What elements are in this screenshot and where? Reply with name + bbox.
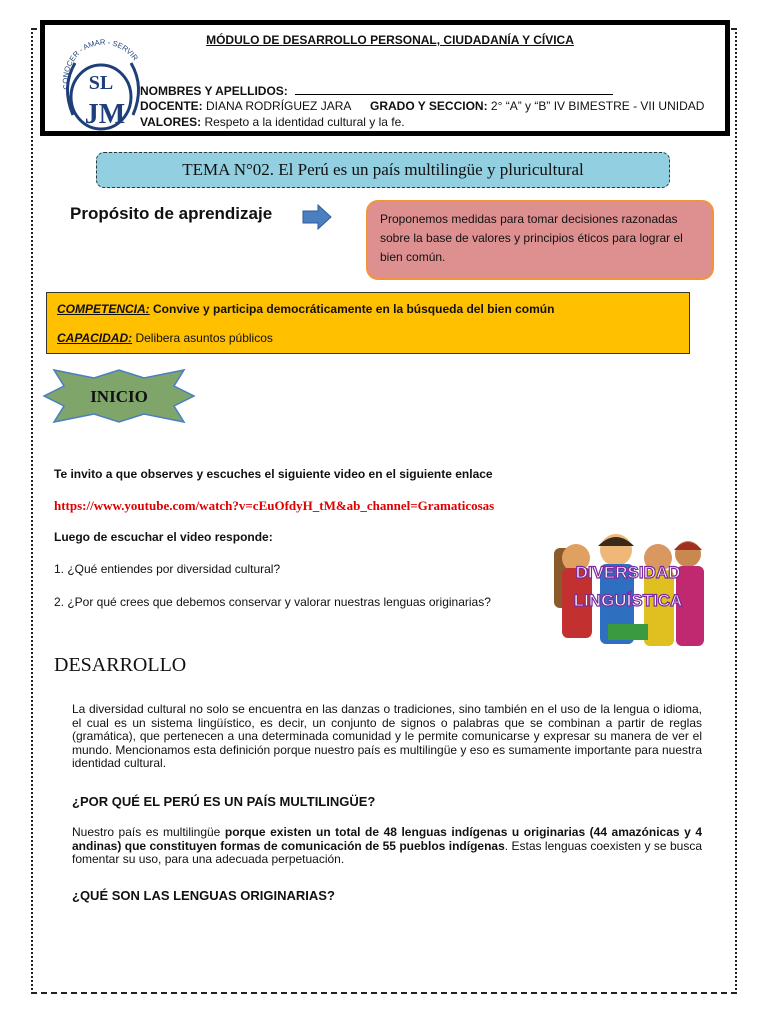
grado-line <box>370 99 704 113</box>
multilingue-paragraph <box>72 826 702 867</box>
right-arrow-icon <box>302 204 332 230</box>
competencia-line <box>57 302 554 316</box>
school-logo <box>53 27 153 135</box>
capacidad-label: CAPACIDAD: <box>57 331 133 345</box>
diversidad-linguistica-image <box>548 528 708 656</box>
docente-label: DOCENTE: <box>140 99 203 113</box>
desarrollo-paragraph: La diversidad cultural no solo se encuentra en las danzas o tradiciones, sino también en el uso de la lengua o idioma, el cual es un sistema lingüístico, es decir, un conjunto de signos o palabras que se combinan a partir de reglas (gramática), que pertenecen a una determinada comunidad y le permite comunicarse y expresar su manera de ver el mundo. Mencionamos esta definición porque nuestro país es multilingüe y eso es sumamente importante para nuestra identidad cultural. <box>72 702 702 770</box>
desarrollo-title: DESARROLLO <box>54 654 187 676</box>
inicio-banner <box>42 368 196 424</box>
nombres-blank[interactable] <box>295 94 613 95</box>
valores-value: Respeto a la identidad cultural y la fe. <box>204 115 405 129</box>
proposito-box: Proponemos medidas para tomar decisiones razonadas sobre la base de valores y principios éticos para lograr el bien común. <box>366 200 714 280</box>
tema-banner: TEMA N°02. El Perú es un país multilingüe y pluricultural <box>96 152 670 188</box>
multilingue-text-bold: porque existen un total de 48 lenguas indígenas u originarias (44 amazónicas y 4 andinas) que constituyen formas de comunicación de 55 pueblos indígenas <box>72 825 702 853</box>
competencia-box <box>46 292 690 354</box>
image-caption-line-2: LINGUÍSTICA <box>573 591 683 610</box>
svg-text:SL: SL <box>88 72 114 94</box>
competencia-label: COMPETENCIA: <box>57 302 150 316</box>
docente-value: DIANA RODRÍGUEZ JARA <box>206 99 352 113</box>
docente-line <box>140 99 351 113</box>
valores-line <box>140 115 405 129</box>
logo-ring-text: CONOCER - AMAR - SERVIR <box>60 37 140 91</box>
capacidad-line <box>57 331 273 345</box>
inicio-label: INICIO <box>90 387 148 406</box>
header-box <box>40 20 730 136</box>
subhead-multilingue: ¿POR QUÉ EL PERÚ ES UN PAÍS MULTILINGÜE? <box>72 794 376 809</box>
image-caption-line-1: DIVERSIDAD <box>575 563 681 582</box>
multilingue-text-end: . Estas lenguas coexisten y se busca fomentar su uso, para una adecuada perpetuación. <box>72 838 702 866</box>
luego-text: Luego de escuchar el video responde: <box>54 530 273 544</box>
multilingue-text-start: Nuestro país es multilingüe <box>72 825 225 839</box>
grado-label: GRADO Y SECCION: <box>370 99 488 113</box>
subhead-lenguas-originarias: ¿QUÉ SON LAS LENGUAS ORIGINARIAS? <box>72 888 335 903</box>
question-1: 1. ¿Qué entiendes por diversidad cultural? <box>54 562 281 576</box>
valores-label: VALORES: <box>140 115 202 129</box>
video-link[interactable]: https://www.youtube.com/watch?v=cEuOfdyH_tM&ab_channel=Gramaticosas <box>54 498 495 513</box>
capacidad-value: Delibera asuntos públicos <box>135 331 273 345</box>
module-title: MÓDULO DE DESARROLLO PERSONAL, CIUDADANÍA Y CÍVICA <box>206 33 574 47</box>
competencia-value: Convive y participa democráticamente en la búsqueda del bien común <box>153 302 555 316</box>
grado-value: 2° “A” y “B” IV BIMESTRE - VII UNIDAD <box>490 99 705 113</box>
nombres-label: NOMBRES Y APELLIDOS: <box>140 84 288 98</box>
proposito-label: Propósito de aprendizaje <box>70 204 273 223</box>
question-2: 2. ¿Por qué crees que debemos conservar y valorar nuestras lenguas originarias? <box>54 595 491 609</box>
svg-text:JM: JM <box>84 99 126 130</box>
invite-text: Te invito a que observes y escuches el siguiente video en el siguiente enlace <box>54 467 493 481</box>
nombres-line <box>140 84 613 98</box>
